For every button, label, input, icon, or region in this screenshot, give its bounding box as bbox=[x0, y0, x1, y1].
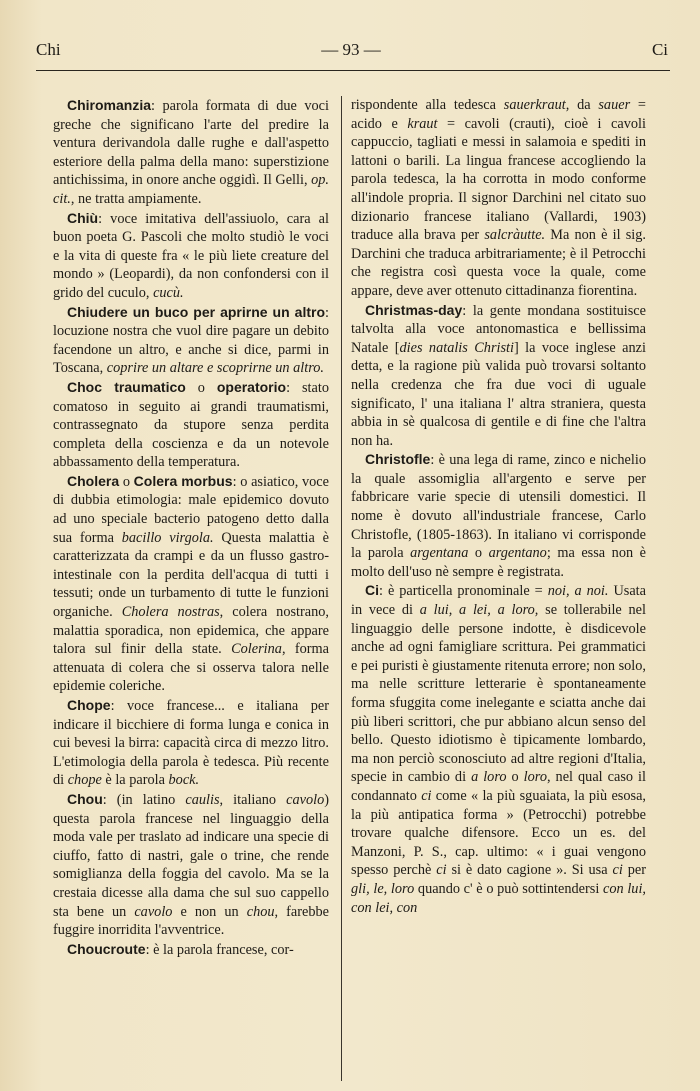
italic-text: ci bbox=[436, 862, 447, 879]
body-text: : è la parola francese, cor- bbox=[145, 941, 294, 958]
body-text: si è dato cagione ». Si usa bbox=[446, 862, 613, 879]
body-text: : parola formata di due voci greche che significano l'arte del predire la ventura derivandola dalle rughe e dall'aspetto esteriore della palma della mano: superstizione antichissima, in onore anche oggidì. Il Gelli, bbox=[53, 98, 329, 189]
headword: Chope bbox=[67, 697, 111, 713]
body-text: : stato comatoso in seguito ai grandi traumatismi, contrassegnato da stupore senza perdita completa della coscienza e da un notevole abbassamento della temperatura. bbox=[53, 379, 329, 471]
italic-text: chope bbox=[67, 772, 102, 789]
entry-christmas bbox=[351, 301, 646, 451]
italic-text: cucù. bbox=[153, 284, 184, 301]
italic-text: sauerkraut, bbox=[503, 97, 570, 113]
right-column bbox=[351, 96, 646, 917]
headword: Ci bbox=[365, 582, 379, 599]
body-text: : voce imitativa dell'assiuolo, cara al buon poeta G. Pascoli che molto studiò le voci e la vita di queste fra « le più liete creature del mondo » (Leopardi), da non confondersi con il grido del cuculo, bbox=[53, 210, 329, 301]
italic-text: ci bbox=[612, 862, 623, 879]
body-text: ] la voce inglese anzi detta, e la ragione più valida può trovarsi soltanto nella credenza che fra due voci di uguale significato, l' una italiana l' altra straniera, questa abbia in sè qualcosa di gentile e di fine che l'altra non ha. bbox=[351, 339, 646, 449]
body-text: per bbox=[622, 862, 646, 879]
entry-chou bbox=[53, 790, 329, 940]
italic-text: a lui, a lei, a loro, bbox=[419, 602, 539, 619]
italic-text: argentana bbox=[410, 545, 469, 562]
body-text: o bbox=[119, 473, 134, 490]
running-header bbox=[32, 40, 670, 66]
body-text: , ne tratta ampiamente. bbox=[70, 190, 202, 207]
body-text: è la parola bbox=[101, 772, 169, 789]
entry-choucroute_cont bbox=[351, 96, 646, 301]
italic-text: op. cit. bbox=[53, 172, 329, 207]
header-left-guideword: Chi bbox=[36, 40, 61, 59]
italic-text: coprire un altare e scoprirne un altro. bbox=[106, 360, 324, 377]
body-text: o bbox=[468, 545, 489, 562]
body-text: , italiano bbox=[219, 791, 287, 808]
page-number: — 93 — bbox=[321, 40, 381, 59]
body-text: , farebbe fuggire inorridita l'avventrice. bbox=[53, 903, 330, 939]
headword: Christofle bbox=[365, 451, 431, 468]
italic-text: cavolo bbox=[134, 903, 173, 920]
body-text: , colera nostrano, malattia sporadica, non epidemica, che appare talora sul finir della state. bbox=[53, 604, 329, 658]
headword: Choucroute bbox=[67, 940, 146, 957]
body-text: come « la più sguaiata, la più esosa, la più antipatica forma » (Petrocchi) potrebbe trovare qualche difensore. Ecco un es. del Manzoni, P. S., cap. ultimo: « i guai vengono spesso perchè bbox=[351, 787, 646, 879]
headword: operatorio bbox=[216, 378, 287, 395]
italic-text: Colerina bbox=[231, 641, 282, 658]
entry-ci bbox=[351, 581, 646, 917]
italic-text: salcràutte. bbox=[484, 227, 546, 244]
body-text: o bbox=[506, 769, 524, 786]
body-text: : locuzione nostra che vuol dire pagare un debito facendone un altro, e anche si dice, parmi in Toscana, bbox=[53, 304, 329, 377]
headword: Chiromanzia bbox=[67, 97, 152, 113]
body-text: : voce francese... e italiana per indicare il bicchiere di forma lunga e conica in cui bevesi la birra: capacità circa di mezzo litro. L'etimologia della parola è tedesca. Più recente di bbox=[53, 698, 329, 789]
italic-text: Cholera nostras bbox=[121, 604, 220, 621]
headword: Cholera bbox=[67, 472, 120, 489]
entry-christofle bbox=[351, 450, 646, 581]
italic-text: a loro bbox=[471, 769, 507, 786]
italic-text: con lui, con lei, con bbox=[351, 880, 646, 916]
italic-text: chou bbox=[246, 903, 275, 920]
entry-chiromanzia bbox=[53, 96, 329, 209]
body-text: ; ma essa non è molto dell'uso nè sempre è registrata. bbox=[351, 545, 647, 580]
body-text: = cavoli (crauti), cioè i cavoli cappuccio, tagliati e messi in salamoia e spediti in lattoni o barili. La lingua francese accogliendo la parola tedesca, la ha corrotta in modo conforme all'indole propria. Il signor Darchini nel citato suo dizionario francese italiano (Vallardi, 1903) traduce alla brava per bbox=[351, 115, 646, 244]
body-text: Usata in vece di bbox=[351, 583, 646, 619]
entry-choc bbox=[53, 378, 329, 472]
body-text: : la gente mondana sostituisce talvolta alla voce antonomastica e bellissima Natale [ bbox=[351, 302, 646, 356]
header-rule bbox=[36, 70, 670, 71]
italic-text: kraut bbox=[407, 115, 438, 132]
entry-choucroute bbox=[53, 940, 329, 960]
column-divider bbox=[341, 96, 342, 1081]
italic-text: dies natalis Christi bbox=[399, 339, 514, 356]
italic-text: gli, le, loro bbox=[351, 880, 415, 897]
body-text: , nel qual caso il condannato bbox=[351, 769, 646, 804]
entry-chope bbox=[53, 696, 329, 790]
headword: Christmas-day bbox=[365, 301, 463, 318]
italic-text: sauer bbox=[598, 97, 631, 113]
body-text: quando c' è o può sottintendersi bbox=[414, 880, 603, 897]
headword: Chiudere un buco per aprirne un altro bbox=[67, 303, 326, 320]
headword: Chou bbox=[67, 790, 103, 807]
body-text: : o asiatico, voce di dubbia etimologia: male epidemico dovuto ad uno speciale bacterio patogeno detto dalla sua forma bbox=[53, 473, 329, 546]
body-text: ) questa parola francese nel linguaggio della moda vale per traslato ad indicare una specie di ciuffo, fatto di nastri, gale o trine, che rende somiglianza della foggia del cavolo. Ma se la crestaia dicesse alla dama che sul suo cappello sta bene un bbox=[53, 791, 329, 920]
body-text: Questa malattia è caratterizzata da crampi e da un flusso gastro-intestinale con la perdita dell'acqua di tutti i tessuti; onde un turbamento di tutte le funzioni organiche. bbox=[53, 529, 329, 621]
body-text: : è una lega di rame, zinco e nichelio la quale assomiglia all'argento e serve per fabbricare varie specie di utensili domestici. Il nome è dovuto all'industriale francese, Carlo Christofle, (1805-1863). In italiano vi corrisponde la parola bbox=[351, 452, 646, 562]
italic-text: ci bbox=[421, 787, 432, 804]
italic-text: caulis bbox=[185, 791, 220, 808]
left-column bbox=[53, 96, 329, 959]
body-text: da bbox=[569, 97, 599, 113]
headword: Choc traumatico bbox=[67, 378, 186, 395]
body-text: : è particella pronominale = bbox=[379, 583, 548, 600]
entry-chiudere bbox=[53, 303, 329, 378]
italic-text: noi, a noi. bbox=[547, 583, 609, 600]
body-text: o bbox=[185, 379, 217, 396]
body-text: rispondente alla tedesca bbox=[351, 97, 504, 113]
body-text: , forma attenuata di colera che si osserva talora nelle epidemie coleriche. bbox=[53, 641, 329, 695]
italic-text: argentano bbox=[488, 545, 547, 562]
entry-cholera bbox=[53, 472, 329, 696]
body-text: : (in latino bbox=[102, 791, 186, 808]
body-text: se tollerabile nel linguaggio delle persone indotte, è disdicevole anche ad ogni famigliare scrittura. Pei grammatici e pei puristi è giustamente ritenuta errore; non solo, ma nelle scritture letterarie è spontaneamente forma sfuggita come inelegante e sciatta anche dai più liberi scrittori, che pur abbiano alcun senso del bello. Questo idiotismo è tipicamente lombardo, ma non perciò sconosciuto ad altre regioni d'Italia, specie in cambio di bbox=[351, 602, 646, 786]
body-text: e non un bbox=[172, 903, 247, 920]
header-right-guideword: Ci bbox=[651, 40, 668, 59]
italic-text: bacillo virgola. bbox=[121, 529, 214, 546]
entry-chiu bbox=[53, 209, 329, 303]
italic-text: loro bbox=[523, 769, 547, 786]
body-text: = acido e bbox=[351, 97, 646, 132]
italic-text: cavolo bbox=[286, 791, 325, 808]
headword: Colera morbus bbox=[133, 472, 233, 489]
body-text: Ma non è il sig. Darchini che traduca arbitrariamente; è il Petrocchi che registra così questa voce la quale, come appare, deve aver ottenuto cittadinanza fiorentina. bbox=[351, 227, 646, 299]
headword: Chiù bbox=[67, 209, 99, 226]
italic-text: bock. bbox=[168, 772, 200, 789]
